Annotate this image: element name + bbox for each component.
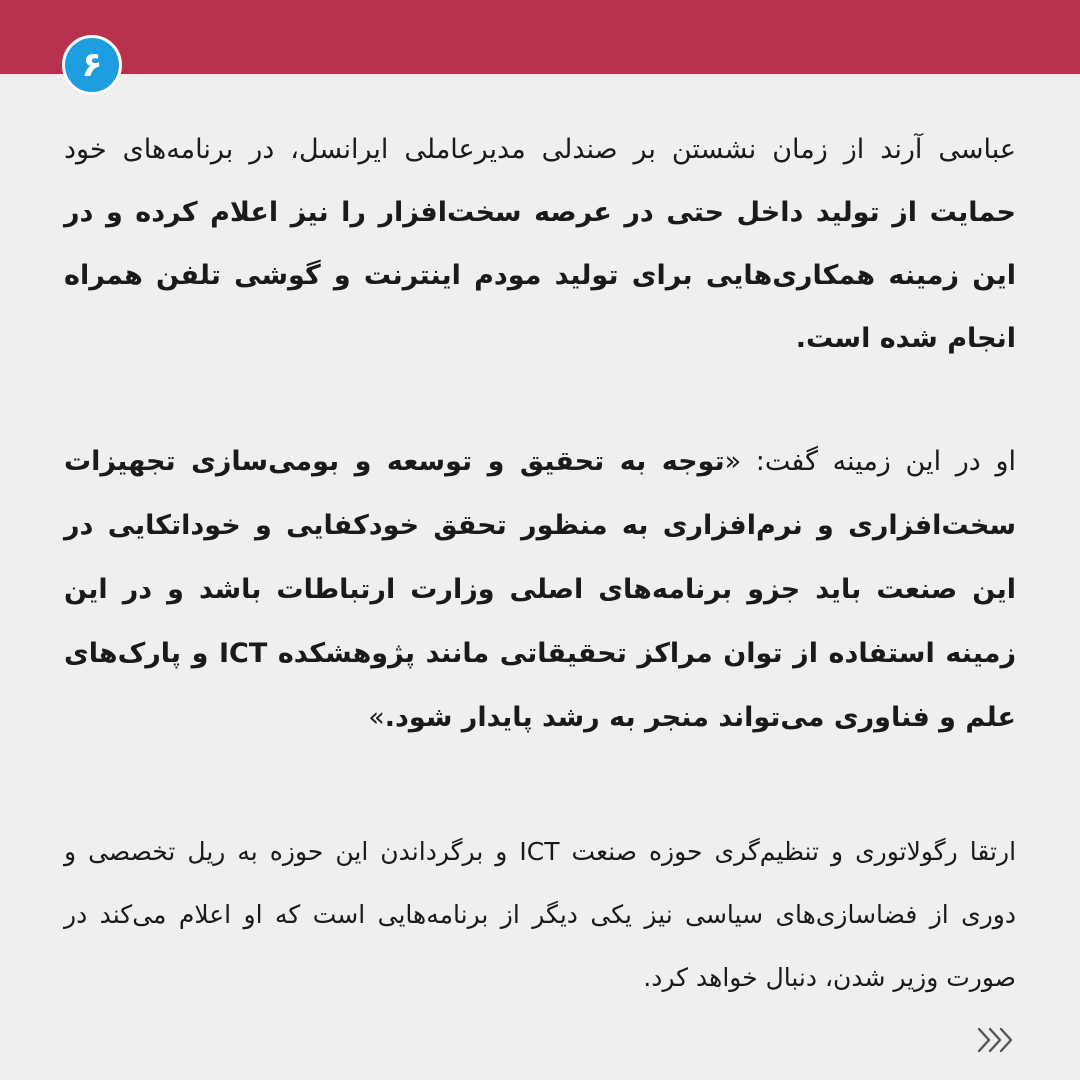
- top-bar: [0, 0, 1080, 74]
- chevron-triple-right-icon[interactable]: [976, 1022, 1016, 1058]
- paragraph-1-emphasis: حمایت از تولید داخل حتی در عرصه سخت‌افزار را نیز اعلام کرده و در این زمینه همکاری‌هایی برای تولید مودم اینترنت و گوشی تلفن همراه انجام شده است.: [64, 197, 1016, 354]
- paragraph-3: ارتقا رگولاتوری و تنظیم‌گری حوزه صنعت ICT و برگرداندن این حوزه به ریل تخصصی و دوری از فضاسازی‌های سیاسی نیز یکی دیگر از برنامه‌هایی است که او اعلام می‌کند در صورت وزیر شدن، دنبال خواهد کرد.: [64, 837, 1017, 992]
- paragraph-1-intro: عباسی آرند از زمان نشستن بر صندلی مدیرعاملی ایرانسل، در برنامه‌های خود: [64, 134, 1016, 165]
- paragraph-1: [64, 118, 1016, 370]
- paragraph-2: [64, 430, 1016, 750]
- page-number-badge: ۶: [62, 35, 122, 95]
- paragraph-2-quote: توجه به تحقیق و توسعه و بومی‌سازی تجهیزات سخت‌افزاری و نرم‌افزاری به منظور تحقق خودکفایی و خوداتکایی در این صنعت باید جزو برنامه‌های اصلی وزارت ارتباطات باشد و در این زمینه استفاده از توان مراکز تحقیقاتی مانند پژوهشکده ICT و پارک‌های علم و فناوری می‌تواند منجر به رشد پایدار شود.: [64, 446, 1016, 733]
- paragraph-2-intro: او در این زمینه گفت: «: [724, 446, 1016, 477]
- paragraph-2-close-quote: »: [368, 702, 385, 733]
